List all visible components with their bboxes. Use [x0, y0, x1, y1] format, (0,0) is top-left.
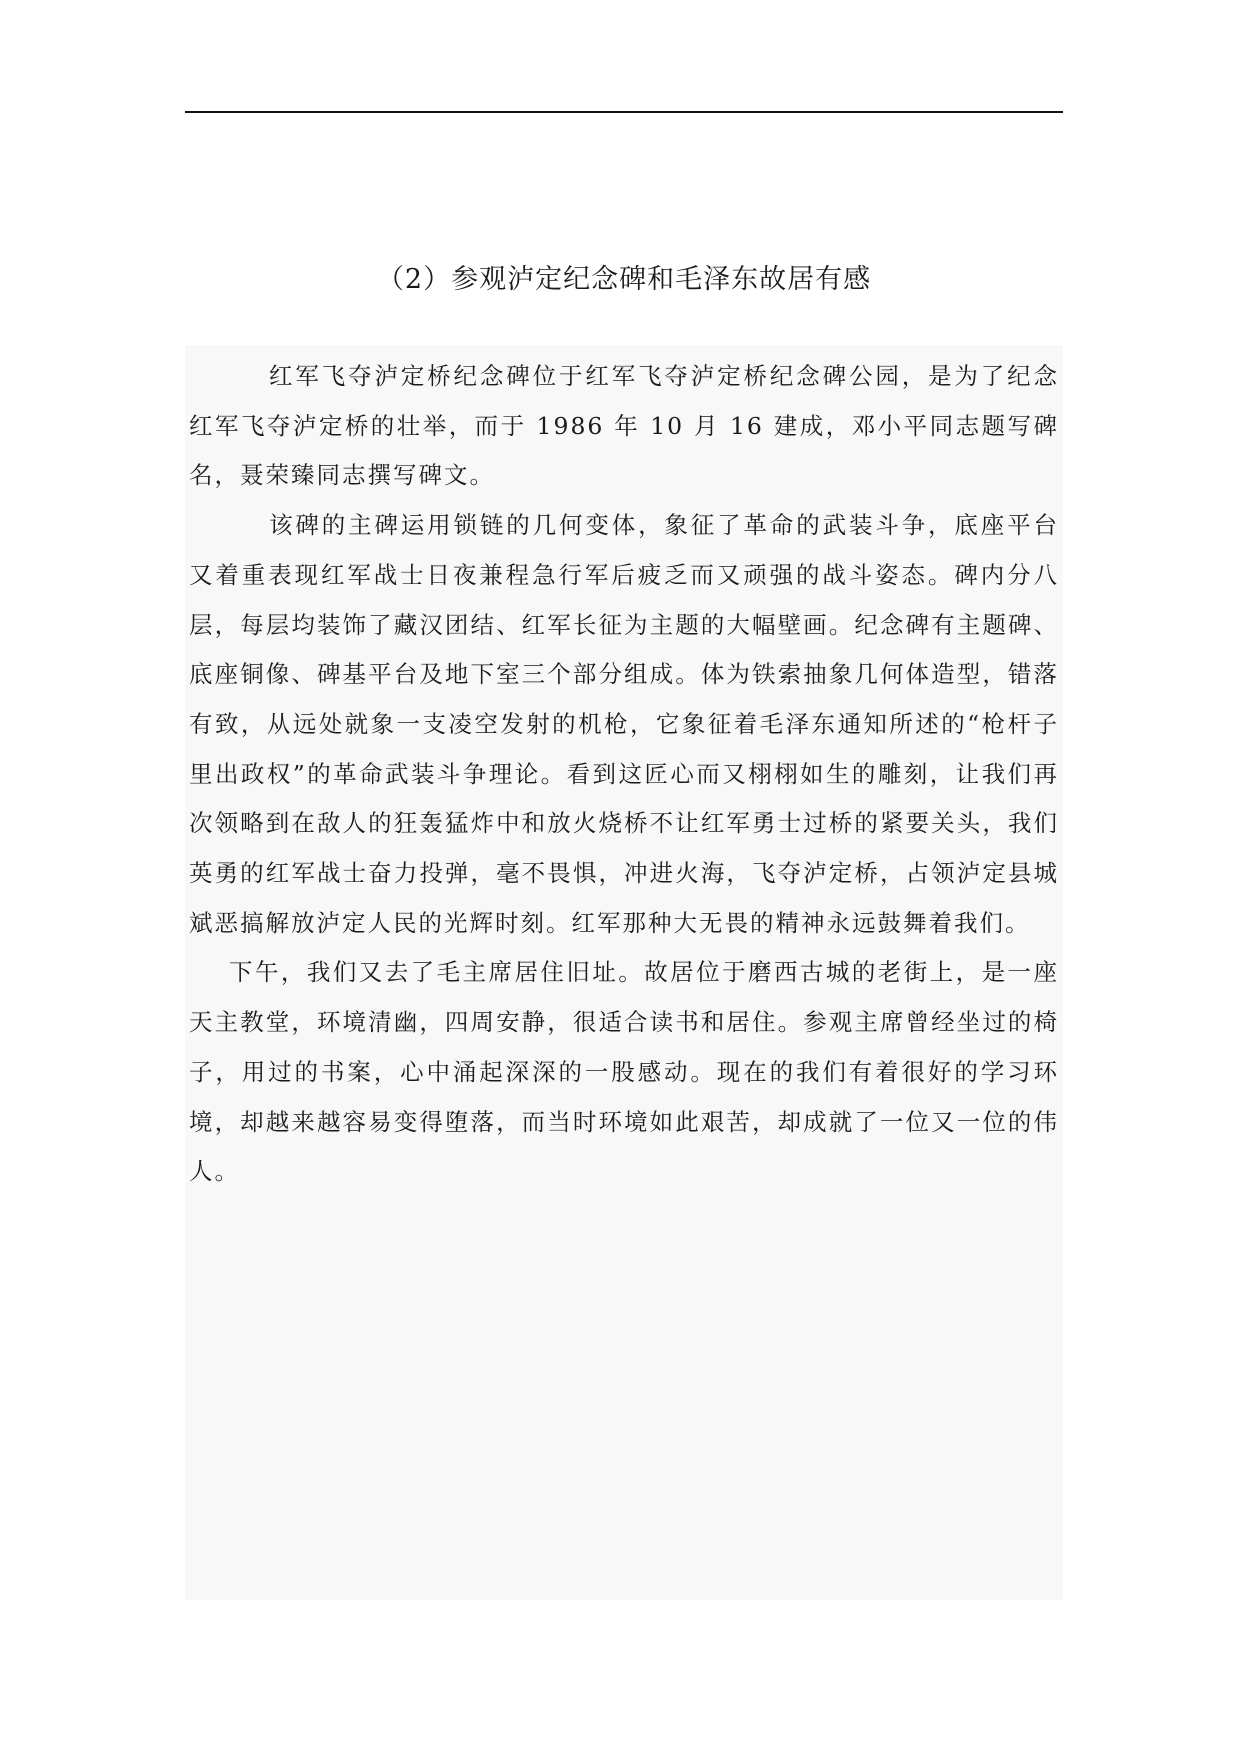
header-rule [185, 111, 1063, 113]
paragraph-memorial-description: 该碑的主碑运用锁链的几何变体，象征了革命的武装斗争，底座平台又着重表现红军战士日夜兼程急行军后疲乏而又顽强的战斗姿态。碑内分八层，每层均装饰了藏汉团结、红军长征为主题的大幅壁画。纪念碑有主题碑、底座铜像、碑基平台及地下室三个部分组成。体为铁索抽象几何体造型，错落有致，从远处就象一支凌空发射的机枪，它象征着毛泽东通知所述的“枪杆子里出政权”的革命武装斗争理论。看到这匠心而又栩栩如生的雕刻，让我们再次领略到在敌人的狂轰猛炸中和放火烧桥不让红军勇士过桥的紧要关头，我们英勇的红军战士奋力投弹，毫不畏惧，冲进火海，飞夺泸定桥，占领泸定县城斌恶搞解放泸定人民的光辉时刻。红军那种大无畏的精神永远鼓舞着我们。 [189, 511, 1059, 937]
page-title: （2）参观泸定纪念碑和毛泽东故居有感 [376, 264, 872, 295]
paragraph-memorial-intro: 红军飞夺泸定桥纪念碑位于红军飞夺泸定桥纪念碑公园，是为了纪念红军飞夺泸定桥的壮举，而于 1986 年 10 月 16 建成，邓小平同志题写碑名，聂荣臻同志撰写碑文。 [189, 362, 1059, 490]
body-text [189, 352, 1059, 1197]
paragraph-former-residence: 下午，我们又去了毛主席居住旧址。故居位于磨西古城的老街上，是一座天主教堂，环境清幽，四周安静，很适合读书和居住。参观主席曾经坐过的椅子，用过的书案，心中涌起深深的一股感动。现在的我们有着很好的学习环境，却越来越容易变得堕落，而当时环境如此艰苦，却成就了一位又一位的伟人。 [189, 958, 1059, 1186]
